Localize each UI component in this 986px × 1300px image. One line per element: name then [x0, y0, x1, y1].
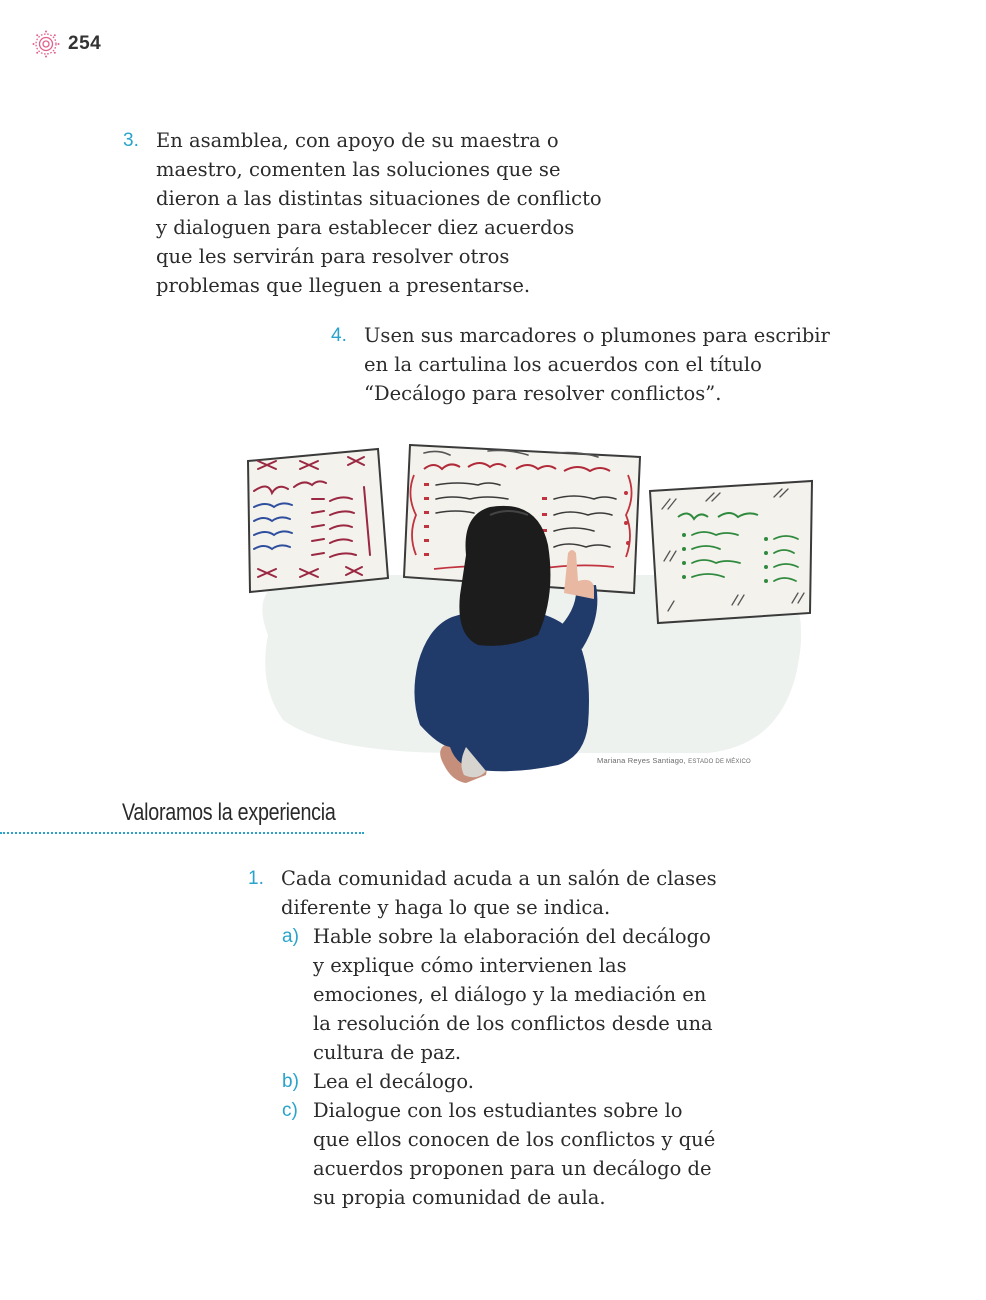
activity-item-3 — [123, 126, 636, 300]
subitem-letter: c) — [282, 1100, 298, 1121]
subitem-letter: b) — [282, 1071, 299, 1092]
evaluation-item-1 — [248, 864, 781, 1212]
poster-right — [650, 481, 812, 623]
subitem-text: Dialogue con los estudiantes sobre lo que ellos conocen de los conflictos y qué acuerdos proponen para un decálogo de su propia comunidad de aula. — [313, 1099, 716, 1209]
item-text: Cada comunidad acuda a un salón de clases diferente y haga lo que se indica. — [281, 867, 717, 919]
page-header — [32, 30, 101, 58]
item-number: 3. — [123, 130, 139, 151]
section-title: Valoramos la experiencia — [122, 799, 336, 826]
subitem-text: Hable sobre la elaboración del decálogo y explique cómo intervienen las emociones, el diálogo y la mediación en la resolución de los conflictos desde una cultura de paz. — [313, 925, 713, 1064]
subitem-c — [282, 1096, 781, 1212]
item-text: Usen sus marcadores o plumones para escribir en la cartulina los acuerdos con el título “Decálogo para resolver conflictos”. — [364, 324, 830, 405]
subitem-b — [282, 1067, 781, 1096]
subitem-a — [282, 922, 781, 1067]
page-number: 254 — [68, 33, 102, 54]
subitem-letter: a) — [282, 926, 299, 947]
illustration-student-posters — [238, 435, 818, 785]
item-number: 1. — [248, 868, 264, 889]
emblem-icon — [32, 30, 60, 58]
illustration-credit — [597, 756, 751, 765]
item-number: 4. — [331, 325, 347, 346]
illustrator-name: Mariana Reyes Santiago, — [597, 756, 686, 765]
section-divider — [0, 832, 364, 834]
subitem-text: Lea el decálogo. — [313, 1070, 474, 1093]
item-text: En asamblea, con apoyo de su maestra o maestro, comenten las soluciones que se dieron a las distintas situaciones de conflicto y dialoguen para establecer diez acuerdos que les servirán para resolver otros problemas que lleguen a presentarse. — [156, 129, 602, 297]
illustrator-place: ESTADO DE MÉXICO — [688, 759, 751, 765]
poster-left — [248, 449, 388, 592]
activity-item-4 — [331, 321, 864, 408]
